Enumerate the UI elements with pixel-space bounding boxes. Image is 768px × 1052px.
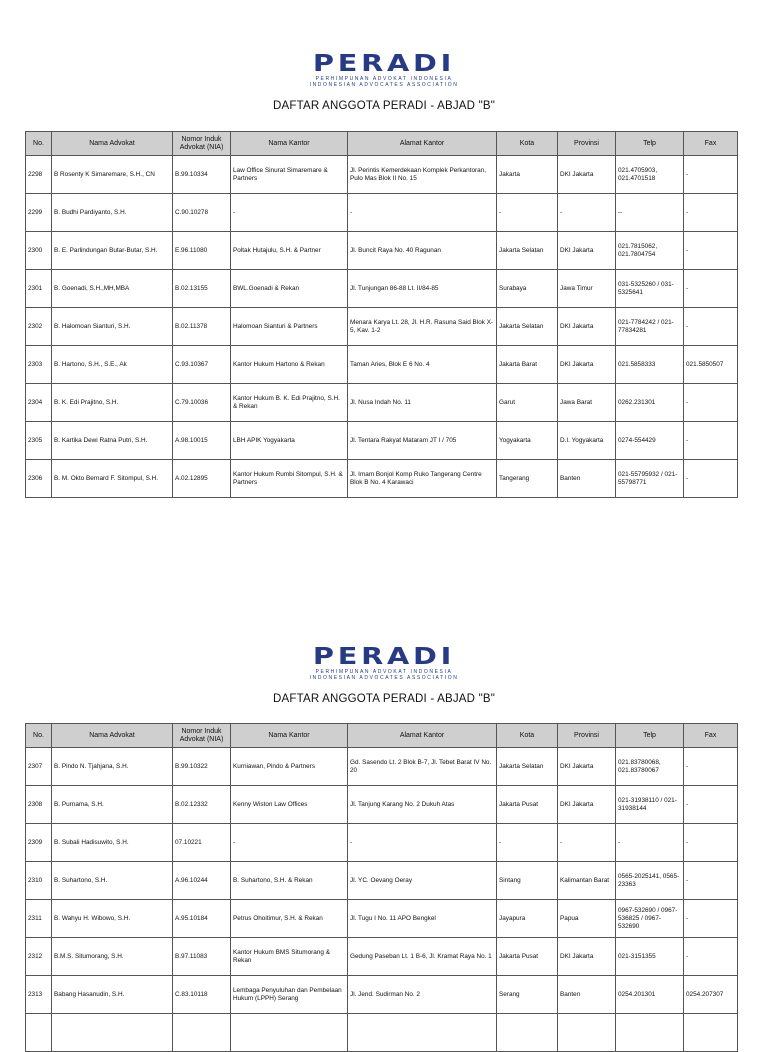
cell-province: Papua [558, 900, 616, 938]
cell-office-name [231, 1014, 348, 1052]
cell-fax [684, 1014, 738, 1052]
cell-city: Sintang [497, 862, 558, 900]
cell-province: DKI Jakarta [558, 346, 616, 384]
cell-fax: - [684, 422, 738, 460]
cell-nia: B.02.11378 [173, 308, 231, 346]
cell-advocate-name: Babang Hasanudin, S.H. [52, 976, 173, 1014]
cell-nia: B.99.10322 [173, 748, 231, 786]
cell-office-address: Jl. Tunjungan 86-88 Lt. II/84-85 [348, 270, 497, 308]
cell-no: 2313 [26, 976, 52, 1014]
cell-province: DKI Jakarta [558, 938, 616, 976]
cell-office-name: Law Office Sinurat Simaremare & Partners [231, 156, 348, 194]
cell-province: DKI Jakarta [558, 156, 616, 194]
cell-no: 2309 [26, 824, 52, 862]
table-row [26, 308, 738, 346]
cell-fax: - [684, 156, 738, 194]
cell-no: 2310 [26, 862, 52, 900]
cell-nia: A.96.10244 [173, 862, 231, 900]
logo-subtitle: PERHIMPUNAN ADVOKAT INDONESIA [315, 669, 453, 675]
cell-no: 2303 [26, 346, 52, 384]
cell-advocate-name: B. E. Parlindungan Butar-Butar, S.H. [52, 232, 173, 270]
cell-city: Jayapura [497, 900, 558, 938]
cell-office-address: Jl. Jend. Sudirman No. 2 [348, 976, 497, 1014]
cell-city: Jakarta [497, 156, 558, 194]
cell-province: Banten [558, 976, 616, 1014]
cell-no: 2302 [26, 308, 52, 346]
cell-office-address: Jl. Imam Bonjol Komp Ruko Tangerang Centre Blok B No. 4 Karawaci [348, 460, 497, 498]
cell-office-address: Jl. Tanjung Karang No. 2 Dukuh Atas [348, 786, 497, 824]
cell-office-name: Kantor Hukum B. K. Edi Prajitno, S.H. & Rekan [231, 384, 348, 422]
document-page [0, 51, 768, 486]
cell-nia: C.90.10278 [173, 194, 231, 232]
cell-city: Surabaya [497, 270, 558, 308]
cell-nia: B.99.10334 [173, 156, 231, 194]
header-address: Alamat Kantor [348, 132, 497, 156]
cell-office-name: Petrus Ohoitimur, S.H. & Rekan [231, 900, 348, 938]
cell-province: DKI Jakarta [558, 308, 616, 346]
cell-office-name: Kantor Hukum Hartono & Rekan [231, 346, 348, 384]
cell-province: Kalimantan Barat [558, 862, 616, 900]
cell-office-address: - [348, 824, 497, 862]
logo-subtitle: PERHIMPUNAN ADVOKAT INDONESIA [315, 76, 453, 82]
members-table [25, 131, 738, 498]
cell-city [497, 1014, 558, 1052]
logo-subtitle-en: INDONESIAN ADVOCATES ASSOCIATION [309, 82, 459, 88]
cell-fax: - [684, 786, 738, 824]
cell-city: - [497, 194, 558, 232]
table-row [26, 270, 738, 308]
cell-office-name: B. Suhartono, S.H. & Rekan [231, 862, 348, 900]
header-phone: Telp [616, 724, 684, 748]
table-row [26, 824, 738, 862]
cell-office-name: Halomoan Sianturi & Partners [231, 308, 348, 346]
cell-nia: C.79.10036 [173, 384, 231, 422]
cell-city: Jakarta Pusat [497, 938, 558, 976]
peradi-logo [269, 52, 499, 88]
cell-phone: 021.4705903, 021.4701518 [616, 156, 684, 194]
cell-no: 2306 [26, 460, 52, 498]
table-row [26, 384, 738, 422]
cell-office-address: Gedung Paseban Lt. 1 B-6, Jl. Kramat Raya No. 1 [348, 938, 497, 976]
cell-city: Jakarta Pusat [497, 786, 558, 824]
cell-phone: 021-7784242 / 021-77834281 [616, 308, 684, 346]
cell-province: - [558, 824, 616, 862]
cell-advocate-name [52, 1014, 173, 1052]
cell-phone: -- [616, 194, 684, 232]
cell-fax: - [684, 824, 738, 862]
logo-wordmark: PERADI [312, 51, 456, 77]
cell-fax: - [684, 460, 738, 498]
table-row [26, 232, 738, 270]
cell-phone: 0254.201301 [616, 976, 684, 1014]
cell-advocate-name: B Rosenty K Simaremare, S.H., CN [52, 156, 173, 194]
cell-fax: - [684, 308, 738, 346]
cell-fax: - [684, 194, 738, 232]
cell-nia: B.97.11083 [173, 938, 231, 976]
header-nia: Nomor Induk Advokat (NIA) [173, 724, 231, 748]
cell-fax: - [684, 384, 738, 422]
cell-nia: B.02.12332 [173, 786, 231, 824]
members-table [25, 723, 738, 1052]
cell-office-name: - [231, 194, 348, 232]
cell-city: Garut [497, 384, 558, 422]
header-office: Nama Kantor [231, 132, 348, 156]
cell-fax: - [684, 862, 738, 900]
cell-nia: A.02.12895 [173, 460, 231, 498]
cell-fax: - [684, 938, 738, 976]
table-body [26, 156, 738, 498]
cell-no: 2298 [26, 156, 52, 194]
cell-fax: - [684, 748, 738, 786]
cell-advocate-name: B. Hartono, S.H., S.E., Ak [52, 346, 173, 384]
cell-province: DKI Jakarta [558, 232, 616, 270]
cell-nia: A.98.10015 [173, 422, 231, 460]
cell-office-address: Jl. Tugu I No. 11 APO Bengkel [348, 900, 497, 938]
table-header-row [26, 724, 738, 748]
cell-office-name: Kantor Hukum BMS Situmorang & Rekan [231, 938, 348, 976]
cell-city: Jakarta Barat [497, 346, 558, 384]
cell-no: 2311 [26, 900, 52, 938]
cell-phone: 021-55795932 / 021-55798771 [616, 460, 684, 498]
cell-no: 2300 [26, 232, 52, 270]
header-city: Kota [497, 724, 558, 748]
cell-office-name: Lembaga Penyuluhan dan Pembelaan Hukum (LPPH) Serang [231, 976, 348, 1014]
logo-subtitle-en: INDONESIAN ADVOCATES ASSOCIATION [309, 675, 459, 681]
cell-city: Jakarta Selatan [497, 748, 558, 786]
cell-phone: - [616, 824, 684, 862]
header-province: Provinsi [558, 132, 616, 156]
cell-no: 2307 [26, 748, 52, 786]
header-nia: Nomor Induk Advokat (NIA) [173, 132, 231, 156]
cell-advocate-name: B. Goenadi, S.H.,MH,MBA [52, 270, 173, 308]
table-header-row [26, 132, 738, 156]
cell-phone: 0565-2025141, 0565-23363 [616, 862, 684, 900]
header-name: Nama Advokat [52, 132, 173, 156]
cell-province: Jawa Barat [558, 384, 616, 422]
table-row [26, 862, 738, 900]
cell-phone: 0262.231301 [616, 384, 684, 422]
cell-office-name: - [231, 824, 348, 862]
cell-fax: - [684, 900, 738, 938]
cell-advocate-name: B. M. Okto Bernard F. Sitompul, S.H. [52, 460, 173, 498]
table-row [26, 194, 738, 232]
document-page [0, 644, 768, 1002]
cell-phone [616, 1014, 684, 1052]
cell-nia: 07.10221 [173, 824, 231, 862]
cell-phone: 021-3151355 [616, 938, 684, 976]
cell-office-address: Jl. Perintis Kemerdekaan Komplek Perkantoran, Pulo Mas Blok II No. 15 [348, 156, 497, 194]
cell-province [558, 1014, 616, 1052]
header-name: Nama Advokat [52, 724, 173, 748]
table-row [26, 156, 738, 194]
cell-office-name: Kenny Wiston Law Offices [231, 786, 348, 824]
cell-phone: 021-31938110 / 021-31938144 [616, 786, 684, 824]
table-row [26, 900, 738, 938]
document-title: DAFTAR ANGGOTA PERADI - ABJAD "B" [272, 693, 496, 705]
cell-advocate-name: B. K. Edi Prajitno, S.H. [52, 384, 173, 422]
cell-office-name: Kurniawan, Pindo & Partners [231, 748, 348, 786]
cell-office-name: LBH APIK Yogyakarta [231, 422, 348, 460]
table-body [26, 748, 738, 1052]
header-phone: Telp [616, 132, 684, 156]
cell-office-address: Jl. Buncit Raya No. 40 Ragunan [348, 232, 497, 270]
cell-nia: C.93.10367 [173, 346, 231, 384]
cell-no: 2304 [26, 384, 52, 422]
cell-no [26, 1014, 52, 1052]
table-row [26, 422, 738, 460]
logo-wordmark: PERADI [312, 644, 456, 670]
cell-nia [173, 1014, 231, 1052]
header-no: No. [26, 132, 52, 156]
document-title: DAFTAR ANGGOTA PERADI - ABJAD "B" [272, 100, 496, 112]
cell-no: 2305 [26, 422, 52, 460]
cell-advocate-name: B. Budhi Pardiyanto, S.H. [52, 194, 173, 232]
cell-phone: 031-5325260 / 031-5325641 [616, 270, 684, 308]
cell-office-name: Poltak Hutajulu, S.H. & Partner [231, 232, 348, 270]
cell-province: - [558, 194, 616, 232]
cell-city: Jakarta Selatan [497, 232, 558, 270]
peradi-logo [269, 645, 499, 681]
cell-nia: C.83.10118 [173, 976, 231, 1014]
cell-province: D.I. Yogyakarta [558, 422, 616, 460]
table-row [26, 786, 738, 824]
cell-office-address: Menara Karya Lt. 28, Jl. H.R. Rasuna Said Blok X-5, Kav. 1-2 [348, 308, 497, 346]
cell-city: Serang [497, 976, 558, 1014]
table-row [26, 748, 738, 786]
cell-advocate-name: B. Halomoan Sianturi, S.H. [52, 308, 173, 346]
cell-office-address: Jl. Tentara Rakyat Mataram JT I / 705 [348, 422, 497, 460]
table-row [26, 938, 738, 976]
cell-city: - [497, 824, 558, 862]
cell-advocate-name: B. Pindo N. Tjahjana, S.H. [52, 748, 173, 786]
cell-city: Tangerang [497, 460, 558, 498]
cell-no: 2312 [26, 938, 52, 976]
cell-nia: B.02.13155 [173, 270, 231, 308]
cell-advocate-name: B.M.S. Situmorang, S.H. [52, 938, 173, 976]
cell-fax: - [684, 270, 738, 308]
header-fax: Fax [684, 724, 738, 748]
cell-office-address [348, 1014, 497, 1052]
header-fax: Fax [684, 132, 738, 156]
cell-office-name: BWL.Goenadi & Rekan [231, 270, 348, 308]
cell-city: Yogyakarta [497, 422, 558, 460]
cell-phone: 0274-554429 [616, 422, 684, 460]
cell-advocate-name: B. Wahyu H. Wibowo, S.H. [52, 900, 173, 938]
cell-fax: - [684, 232, 738, 270]
cell-fax: 021.5850507 [684, 346, 738, 384]
cell-no: 2301 [26, 270, 52, 308]
table-row [26, 460, 738, 498]
cell-phone: 021.5858333 [616, 346, 684, 384]
cell-city: Jakarta Selatan [497, 308, 558, 346]
header-office: Nama Kantor [231, 724, 348, 748]
cell-advocate-name: B. Purnama, S.H. [52, 786, 173, 824]
cell-office-address: - [348, 194, 497, 232]
cell-nia: A.95.10184 [173, 900, 231, 938]
header-province: Provinsi [558, 724, 616, 748]
cell-office-name: Kantor Hukum Rumbi Sitompul, S.H. & Partners [231, 460, 348, 498]
cell-office-address: Gd. Sasendo Lt. 2 Blok B-7, Jl. Tebet Barat IV No. 20 [348, 748, 497, 786]
cell-advocate-name: B. Suhartono, S.H. [52, 862, 173, 900]
cell-province: DKI Jakarta [558, 748, 616, 786]
cell-advocate-name: B. Kartika Dewi Ratna Putri, S.H. [52, 422, 173, 460]
cell-nia: E.96.11080 [173, 232, 231, 270]
cell-office-address: Taman Aries, Blok E 6 No. 4 [348, 346, 497, 384]
cell-province: DKI Jakarta [558, 786, 616, 824]
cell-phone: 0967-532690 / 0967-536825 / 0967-532690 [616, 900, 684, 938]
table-row [26, 976, 738, 1014]
cell-no: 2299 [26, 194, 52, 232]
header-no: No. [26, 724, 52, 748]
cell-province: Banten [558, 460, 616, 498]
cell-advocate-name: B. Subali Hadisuwito, S.H. [52, 824, 173, 862]
cell-phone: 021.7815062, 021.7804754 [616, 232, 684, 270]
header-address: Alamat Kantor [348, 724, 497, 748]
cell-fax: 0254.207307 [684, 976, 738, 1014]
table-row [26, 1014, 738, 1052]
cell-phone: 021.83780068, 021.83780067 [616, 748, 684, 786]
cell-no: 2308 [26, 786, 52, 824]
table-row [26, 346, 738, 384]
cell-office-address: Jl. YC. Oevang Oeray [348, 862, 497, 900]
cell-office-address: Jl. Nusa Indah No. 11 [348, 384, 497, 422]
header-city: Kota [497, 132, 558, 156]
cell-province: Jawa Timur [558, 270, 616, 308]
